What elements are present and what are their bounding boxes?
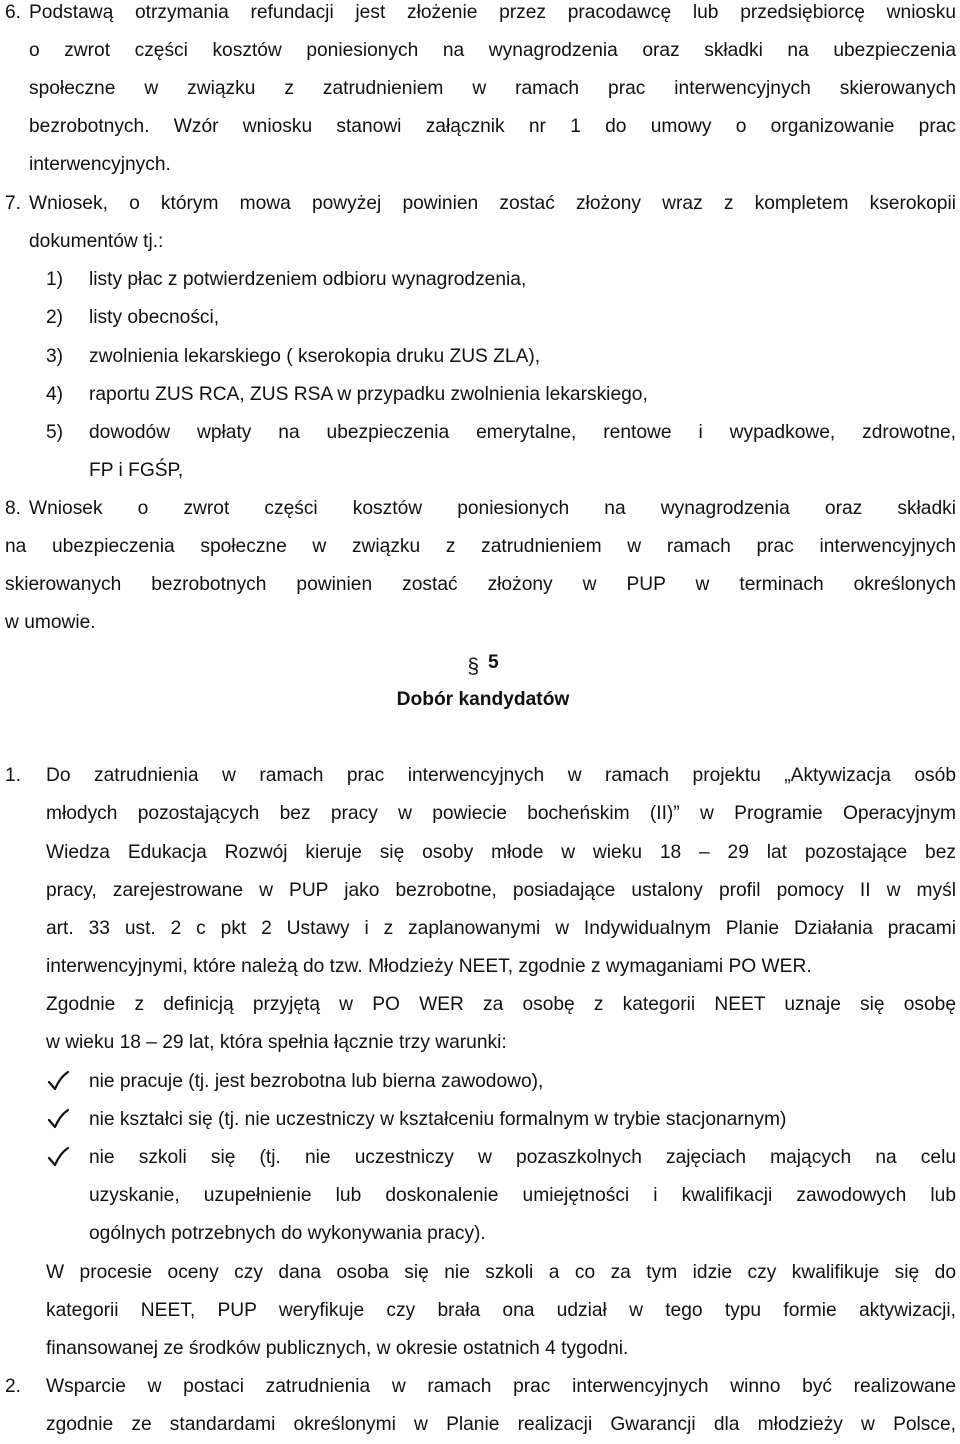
s1-line-6: interwencyjnymi, które należą do tzw. Młodzieży NEET, zgodnie z wymaganiami PO WER.: [46, 956, 812, 977]
list-item: dowodów wpłaty na ubezpieczenia emerytalne, rentowe i wypadkowe, zdrowotne,: [89, 422, 956, 443]
section-number-value: 5: [488, 652, 499, 673]
s1-line-5: art. 33 ust. 2 c pkt 2 Ustawy i z zaplanowanymi w Indywidualnym Planie Działania pracami: [46, 918, 956, 939]
paragraph-number: 6.: [5, 2, 22, 23]
condition-item: uzyskanie, uzupełnienie lub doskonalenie umiejętności i kwalifikacji zawodowych lub: [89, 1185, 956, 1206]
section-number: [0, 643, 960, 682]
s1-line-2: młodych pozostających bez pracy w powiecie bocheńskim (II)” w Programie Operacyjnym: [46, 803, 956, 824]
list-item: raportu ZUS RCA, ZUS RSA w przypadku zwolnienia lekarskiego,: [89, 384, 648, 405]
list-number: 4): [46, 384, 64, 405]
s1-after-line-1: W procesie oceny czy dana osoba się nie szkoli a co za tym idzie czy kwalifikuje się do: [46, 1262, 956, 1283]
paragraph-number: 2.: [5, 1376, 22, 1397]
paragraph-6-line-4: bezrobotnych. Wzór wniosku stanowi załącznik nr 1 do umowy o organizowanie prac: [29, 116, 956, 137]
paragraph-6-line-3: społeczne w związku z zatrudnieniem w ramach prac interwencyjnych skierowanych: [29, 78, 956, 99]
s1-line-7: Zgodnie z definicją przyjętą w PO WER za osobę z kategorii NEET uznaje się osobę: [46, 994, 956, 1015]
paragraph-8-line-4: w umowie.: [5, 612, 96, 633]
paragraph-7-line-2: dokumentów tj.:: [29, 231, 164, 252]
s1-after-line-3: finansowanej ze środków publicznych, w okresie ostatnich 4 tygodni.: [46, 1338, 629, 1359]
s2-line-1: Wsparcie w postaci zatrudnienia w ramach prac interwencyjnych winno być realizowane: [46, 1376, 956, 1397]
condition-item: nie pracuje (tj. jest bezrobotna lub bierna zawodowo),: [89, 1071, 544, 1092]
paragraph-7-line-1: Wniosek, o którym mowa powyżej powinien zostać złożony wraz z kompletem kserokopii: [29, 193, 956, 214]
paragraph-8-line-1: Wniosek o zwrot części kosztów poniesionych na wynagrodzenia oraz składki: [29, 498, 956, 519]
list-number: 1): [46, 269, 64, 290]
paragraph-6-line-2: o zwrot części kosztów poniesionych na wynagrodzenia oraz składki na ubezpieczenia: [29, 40, 956, 61]
paragraph-6-line-1: Podstawą otrzymania refundacji jest złożenie przez pracodawcę lub przedsiębiorcę wniosku: [29, 2, 956, 23]
section-symbol: §: [467, 655, 479, 678]
list-number: 2): [46, 307, 64, 328]
paragraph-6-line-5: interwencyjnych.: [29, 154, 171, 175]
s1-line-1: Do zatrudnienia w ramach prac interwencyjnych w ramach projektu „Aktywizacja osób: [46, 765, 956, 786]
s1-line-8: w wieku 18 – 29 lat, która spełnia łącznie trzy warunki:: [46, 1032, 507, 1053]
list-number: 3): [46, 346, 64, 367]
check-icon: [47, 1070, 69, 1092]
list-item: FP i FGŚP,: [89, 460, 184, 481]
paragraph-number: 7.: [5, 193, 22, 214]
check-icon: [47, 1108, 69, 1130]
section-title: Dobór kandydatów: [396, 689, 570, 710]
paragraph-8-line-3: skierowanych bezrobotnych powinien zostać złożony w PUP w terminach określonych: [5, 574, 956, 595]
condition-item: nie szkoli się (tj. nie uczestniczy w pozaszkolnych zajęciach mających na celu: [89, 1147, 956, 1168]
condition-item: nie kształci się (tj. nie uczestniczy w kształceniu formalnym w trybie stacjonarnym): [89, 1109, 787, 1130]
list-item: listy obecności,: [89, 307, 220, 328]
list-item: listy płac z potwierdzeniem odbioru wynagrodzenia,: [89, 269, 527, 290]
s1-line-3: Wiedza Edukacja Rozwój kieruje się osoby młode w wieku 18 – 29 lat pozostające bez: [46, 842, 956, 863]
s1-line-4: pracy, zarejestrowane w PUP jako bezrobotne, posiadające ustalony profil pomocy II w myśl: [46, 880, 956, 901]
check-icon: [47, 1146, 69, 1168]
list-number: 5): [46, 422, 64, 443]
s2-line-2: zgodnie ze standardami określonymi w Planie realizacji Gwarancji dla młodzieży w Polsce,: [46, 1414, 956, 1435]
paragraph-number: 1.: [5, 765, 22, 786]
paragraph-8-line-2: na ubezpieczenia społeczne w związku z zatrudnieniem w ramach prac interwencyjnych: [5, 536, 956, 557]
condition-item: ogólnych potrzebnych do wykonywania pracy).: [89, 1223, 486, 1244]
paragraph-number: 8.: [5, 498, 22, 519]
s1-after-line-2: kategorii NEET, PUP weryfikuje czy brała ona udział w tego typu formie aktywizacji,: [46, 1300, 956, 1321]
list-item: zwolnienia lekarskiego ( kserokopia druku ZUS ZLA),: [89, 346, 541, 367]
